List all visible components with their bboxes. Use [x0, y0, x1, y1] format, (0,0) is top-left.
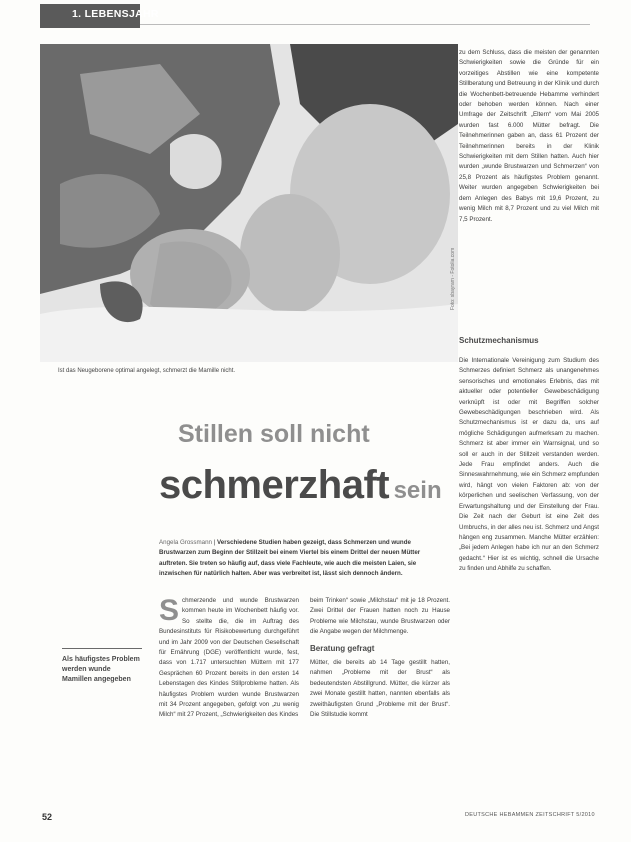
- header-rule: [140, 24, 590, 25]
- photo-credit: Foto: sbayram - Fotolia.com: [450, 247, 456, 310]
- headline-line2: [159, 463, 442, 508]
- body-column-right-top: [459, 48, 599, 225]
- section-label: 1. LEBENSJAHR: [72, 8, 159, 20]
- page-number: 52: [42, 812, 53, 822]
- body-text-mid-2: Mütter, die bereits ab 14 Tage gestillt hatten, nahmen „Probleme mit der Brust“ als bedeutendsten Abstillgrund. Mütter, die kürzer als zwei Monate gestillt hatten, nannten ebenfalls als zweithäufigsten Grund „Probleme mit der Brust“. Die Stillstudie kommt: [310, 659, 450, 719]
- body-column-middle: [310, 596, 450, 720]
- footer-magazine: DEUTSCHE HEBAMMEN ZEITSCHRIFT 5/2010: [465, 812, 595, 818]
- lead-paragraph: Angela Grossmann | Verschiedene Studien haben gezeigt, dass Schmerzen und wunde Brustwarzen zum Beginn der Stillzeit bei einem Viertel bis einem Drittel der neuen Mütter auftreten. Sie treten so häufig auf, dass viele Fachleute, wie auch die meisten Laien, sie inzwischen für natürlich halten. Aber was verbreitet ist, lässt sich dennoch ändern.: [159, 539, 421, 577]
- subheading-schutzmechanismus: Schutzmechanismus: [459, 336, 539, 345]
- body-column-left: [159, 596, 299, 721]
- headline-main-word: schmerzhaft: [159, 463, 390, 507]
- body-text-right-1: zu dem Schluss, dass die meisten der genannten Schwierigkeiten sowie die Gründe für ein vorzeitiges Abstillen wie eine kompetente Stillberatung und Betreuung in der Klinik und durch die Wochenbett-betreuende Hebamme verhindert oder behoben werden können. Nach einer Umfrage der Zeitschrift „Eltern“ vom Mai 2005 wurden fast 6.000 Mütter befragt. Die Teilnehmerinnen gaben an, dass 61 Prozent der Teilnehmerinnen bereits in der Klinik Schwierigkeiten mit dem Stillen hatten. Auch hier wurden „wunde Brustwarzen und Schmerzen“ von 25,8 Prozent als häufigstes Problem genannt. Weiter wurden angegeben Schwierigkeiten bei dem Anlegen des Babys mit 19,6 Prozent, zu wenig Milch mit 8,7 Prozent und zu viel Milch mit 7,5 Prozent.: [459, 49, 599, 223]
- subheading-beratung: Beratung gefragt: [310, 643, 375, 653]
- body-text-right-2: Die Internationale Vereinigung zum Studium des Schmerzes definiert Schmerz als unangenehmes sensorisches und emotionales Erlebnis, das mit aktueller oder potentieller Gewebeschädigung verknüpft ist oder mit Begriffen solcher Gewebeschädigungen beschrieben wird. Als Schutzmechanismus ist er dazu da, uns auf mögliche Schädigungen aufmerksam zu machen. Schmerz ist aber immer ein Warnsignal, und so soll er auch in der Stillzeit verstanden werden. Jede Frau empfindet anders. Auch die Sinneswahrnehmung, wie ein Schmerz empfunden wird, hängt von vielen Faktoren ab: von der körperlichen und seelischen Verfassung, von der Erwartungshaltung und der Einstellung der Frau. Die Zeit nach der Geburt ist eine Zeit des Umbruchs, in der alles neu ist. Schmerz und Angst hängen eng zusammen. Manche Mütter erzählen: „Bei jedem Anlegen habe ich nur an den Schmerz gedacht.“ Hier ist es wichtig, schnell die Ursache zu finden und Abhilfe zu schaffen.: [459, 357, 599, 573]
- pull-quote: Als häufigstes Problem werden wunde Mamillen angegeben: [62, 648, 142, 685]
- author-name: Angela Grossmann: [159, 539, 212, 546]
- body-text-left: chmerzende und wunde Brustwarzen kommen heute im Wochenbett häufig vor. So stellte die, die im Auftrag des Bundesinstituts für Risikobewertung durchgeführt und im Jahr 2009 von der Deutschen Gesellschaft für Ernährung (DGE) veröffentlicht wurde, fest, dass von 1.717 untersuchten Müttern mit 177 Gesprächen 60 Prozent bereits in den ersten 14 Lebenstagen des Kindes Stillprobleme hatten. Als häufigstes Problem wurden wunde Brustwarzen mit 34 Prozent angegeben, gefolgt von „zu wenig Milch“ mit 27 Prozent, „Schwierigkeiten des Kindes: [159, 597, 299, 719]
- drop-cap: S: [159, 594, 180, 627]
- photo-caption: Ist das Neugeborene optimal angelegt, schmerzt die Mamille nicht.: [58, 368, 236, 374]
- lead-text: Verschiedene Studien haben gezeigt, dass Schmerzen und wunde Brustwarzen zum Beginn der Stillzeit bei einem Viertel bis einem Drittel der neuen Mütter auftreten. Sie treten so häufig auf, dass viele Fachleute, wie auch die meisten Laien, sie inzwischen für natürlich halten. Aber was verbreitet ist, lässt sich dennoch ändern.: [159, 539, 421, 577]
- body-column-right-bottom: [459, 356, 599, 575]
- headline-line1: Stillen soll nicht: [178, 420, 370, 448]
- photo-illustration: [40, 44, 458, 362]
- headline-tail-word: sein: [393, 477, 442, 504]
- breastfeeding-photo: [40, 44, 458, 362]
- body-text-mid-1: beim Trinken“ sowie „Milchstau“ mit je 18 Prozent. Zwei Drittel der Frauen hatten noch zu Hause Probleme wie Milchstau, wunde Brustwarzen oder die Angabe wegen der Milchmenge.: [310, 597, 450, 636]
